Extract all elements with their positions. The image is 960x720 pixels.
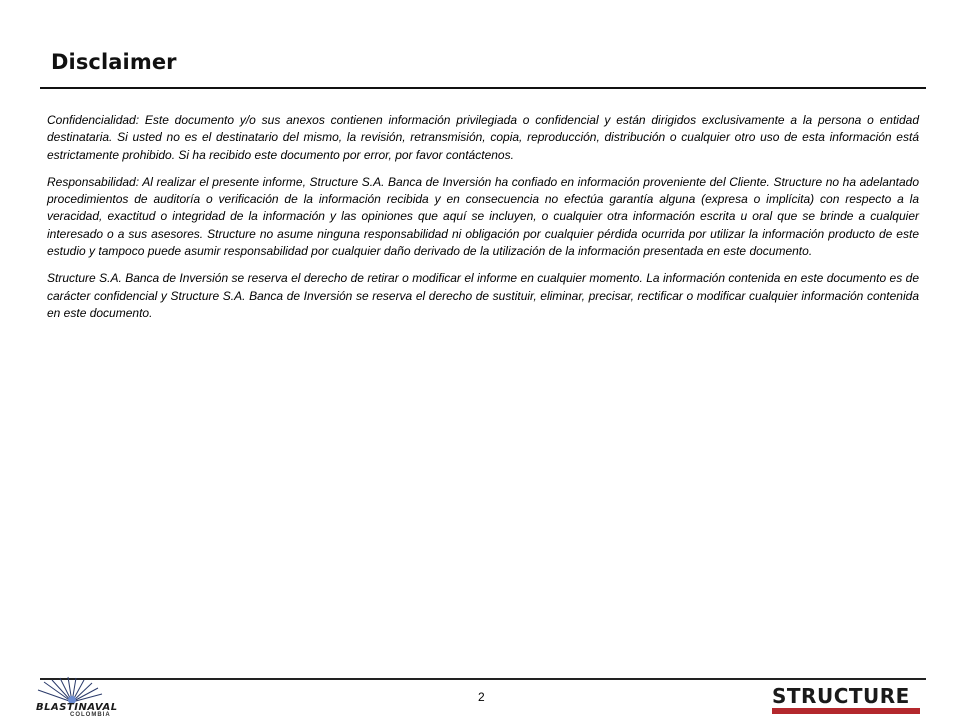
- logo-left-name: BLASTINAVAL: [36, 702, 118, 713]
- page-title: Disclaimer: [51, 50, 177, 74]
- title-divider: [40, 87, 926, 89]
- page-number: 2: [478, 690, 485, 704]
- logo-right-bar: [772, 708, 920, 714]
- paragraph-responsabilidad: Responsabilidad: Al realizar el presente informe, Structure S.A. Banca de Inversión ha confiado en información proveniente del Cliente. Structure no ha adelantado procedimientos de auditoría o verificación de la información recibida y en consecuencia no efectúa garantía alguna (expresa o implícita) con respecto a la veracidad, exactitud o integridad de la información y las opiniones que aquí se incluyen, o cualquier otra información escrita u oral que se brinde a cualquier interesado o a sus asesores. Structure no asume ninguna responsabilidad ni obligación por cualquier pérdida ocurrida por utilizar la información producto de este estudio y tampoco puede asumir responsabilidad por cualquier daño derivado de la utilización de la información presentada en este documento.: [47, 174, 919, 259]
- disclaimer-body: [47, 112, 919, 332]
- logo-right-name: STRUCTURE: [772, 684, 910, 708]
- footer-divider: [40, 678, 926, 680]
- paragraph-confidencialidad: Confidencialidad: Este documento y/o sus anexos contienen información privilegiada o confidencial y están dirigidos exclusivamente a la persona o entidad destinataria. Si usted no es el destinatario del mismo, la revisión, retransmisión, copia, reproducción, distribución o cualquier otro uso de esta información está estrictamente prohibido. Si ha recibido este documento por error, por favor contáctenos.: [47, 113, 919, 162]
- logo-left-sub: COLOMBIA: [70, 712, 111, 718]
- structure-logo: [772, 686, 922, 714]
- paragraph-derechos: Structure S.A. Banca de Inversión se reserva el derecho de retirar o modificar el informe en cualquier momento. La información contenida en este documento es de carácter confidencial y Structure S.A. Banca de Inversión se reserva el derecho de sustituir, eliminar, precisar, rectificar o modificar cualquier información contenida en este documento.: [47, 271, 919, 320]
